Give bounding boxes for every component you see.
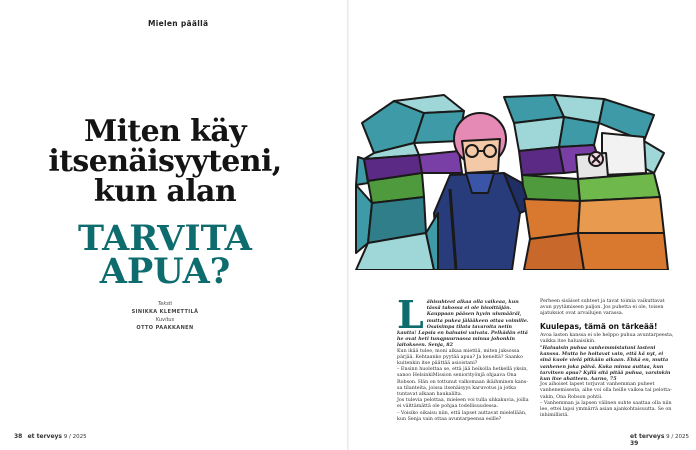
illustration-credit-name: OTTO PAAKKANEN — [136, 325, 194, 331]
article-paragraph: – Ensinn huolettaa se, että jää heikolla hetkellä yksin, sanoo HelsinkiMission seniorityönjä ohjaava Ona Robson. Hän on tottunut valkomaan ikäihminen kanssa tilanteita, joissa itsenäisyys karuvotus ja jotka tuntavat alkaan haukalilta. — [397, 367, 528, 398]
stained-glass-elderly-woman-illustration — [354, 93, 670, 270]
article-paragraph: Jos aihoiset lapset torjuvat vanhemman puheet vanhenemisesta, aihe voi olla heille vaikea tai pelottavakin, Ona Robson pohtii. — [540, 382, 672, 400]
article-paragraph: Kun ikää tulee, moni alkaa miettiä, miten jaksossa pärjää. Kehtaanko pyytää apua? Ja keneltä? Saanko kuitenkin itse päättää asioistani? — [397, 348, 523, 367]
credits — [100, 300, 230, 332]
footer-right-magazine: et terveys — [630, 433, 665, 440]
footer-left-issue: 9 / 2025 — [63, 434, 87, 440]
headline-teal-line-2: APUA? — [99, 251, 231, 292]
article-column-left — [397, 292, 531, 423]
article-paragraph: Jos tulevia pelottaa, mieleen voi tulla uhkakuvia, joilla ei välttämättä ole pohjaa todellisuudessa. — [397, 398, 529, 410]
headline-emphasis — [40, 218, 290, 292]
headline-line-3: kun alan — [93, 174, 237, 209]
section-label: Mielen päällä — [148, 19, 209, 28]
article-subhead: Kuulepas, tämä on tärkeää! — [540, 321, 658, 331]
article-paragraph: – Voisiko oikaisu niin, että lapset auttavat mielellään, kun Senja vain ottaa avuntarpeensa esille? — [397, 410, 527, 422]
footer-left-magazine: et terveys — [27, 433, 62, 440]
text-credit-name: SINIKKA KLEMETTILÄ — [131, 309, 199, 315]
footer-right-issue: 9 / 2025 — [666, 434, 689, 440]
headline-line-1: Miten käy — [83, 114, 247, 149]
article-paragraph: Perheen sisäiset suhteet ja tavat toimia vaikuttavat avun pyytämiseen paljon. Jos puhetta ei ole, toisen ajatuksiot ovat arvailujen varassa. — [540, 299, 665, 317]
headline-line-2: itsenäisyyteni, — [48, 144, 282, 179]
footer-left — [14, 433, 87, 440]
article-paragraph: Avoa lasten kanssa ei ole helppo puhua avuntarpeesta, vaikka itse haluaisikin. — [540, 332, 674, 344]
page-number-left: 38 — [14, 433, 23, 440]
headline-teal-line-1: TARVITA — [78, 218, 252, 259]
article-column-right — [540, 299, 674, 419]
text-credit-role: Teksti — [157, 301, 173, 307]
illustration-credit-role: Kuvitus — [155, 317, 175, 323]
article-quote: "Haluaisin puhua vanhemmistatuni lasteni kanssa. Mutta he hoitavat vain, että kä nyt, ei sinä kuole vielä pitkään aikaan. Ehkä en, mutta vanhenen joka päivä. Kuka minua auttaa, kun tarvitsen apua? Kyllä sitä pitää puhua, varsinkin kun itse ahatteen. Aarno, 75 — [540, 345, 671, 383]
headline — [40, 114, 290, 209]
page-number-right: 39 — [630, 440, 639, 447]
article-lead: ähisuhteet alkaa olla vaikeaa, kun tässä tahossa ei ole hisoittäjän. Kauppaan pääsen hyvin ulumääräl, mutta pukea jälääkeen ottaa voimille. Osaisimpa tilata tavaroita netin kautta! Lapsia en haluaisi vaivata. Pelkädän että he ovat heti tunqpuurnassa minua johonkin laitokseen. Senja, 82 — [397, 299, 529, 349]
article-paragraph: – Vanhemman ja lapsen välinen suhte saattaa olla niin lee, ettei lapsi ymmärrä asian ajankohtaisuutta. Se on inhimillistä. — [540, 400, 672, 419]
page-gutter — [347, 0, 349, 450]
footer-right — [630, 433, 696, 447]
dropcap: L — [397, 292, 424, 337]
